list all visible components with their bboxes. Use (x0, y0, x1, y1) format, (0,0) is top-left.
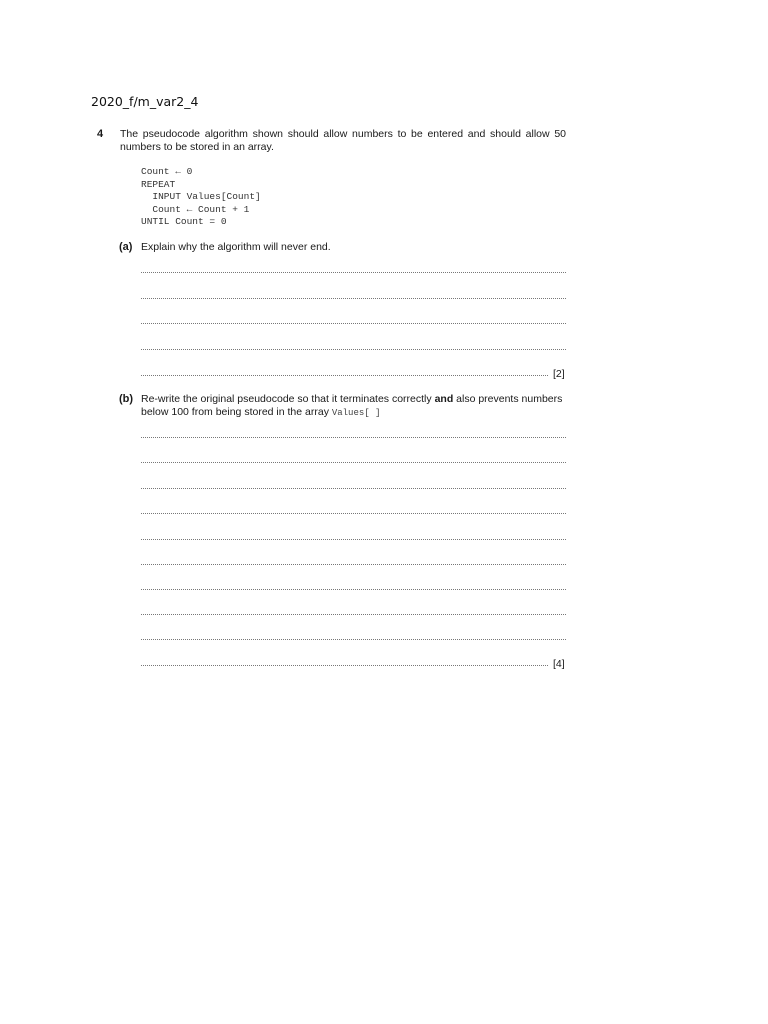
answer-line (141, 665, 548, 666)
answer-line (141, 349, 566, 350)
answer-line (141, 437, 566, 438)
answer-line (141, 564, 566, 565)
answer-line (141, 488, 566, 489)
answer-line (141, 513, 566, 514)
part-b-bold-word: and (434, 393, 454, 405)
answer-line (141, 462, 566, 463)
question-stem: The pseudocode algorithm shown should allow numbers to be entered and should allow 50 numbers to be stored in an array. (120, 128, 566, 153)
part-a-text: Explain why the algorithm will never end. (141, 241, 331, 253)
answer-line (141, 639, 566, 640)
part-a-marks: [2] (553, 368, 565, 380)
part-b-text-start: Re-write the original pseudocode so that it terminates correctly (141, 393, 435, 405)
answer-line (141, 614, 566, 615)
part-b-text-end: also prevents numbers below 100 from being stored in the array (141, 393, 563, 418)
answer-line (141, 298, 566, 299)
document-label: 2020_f/m_var2_4 (91, 94, 199, 109)
pseudocode-block: Count ← 0 REPEAT INPUT Values[Count] Count ← Count + 1 UNTIL Count = 0 (141, 166, 261, 228)
part-b-marks: [4] (553, 658, 565, 670)
answer-line (141, 375, 548, 376)
part-a-label: (a) (119, 241, 133, 253)
question-number: 4 (97, 128, 104, 140)
part-b-label: (b) (119, 393, 134, 405)
answer-line (141, 539, 566, 540)
answer-line (141, 323, 566, 324)
answer-line (141, 589, 566, 590)
array-name: Values[ ] (331, 408, 381, 418)
part-b-text (141, 393, 567, 420)
answer-line (141, 272, 566, 273)
